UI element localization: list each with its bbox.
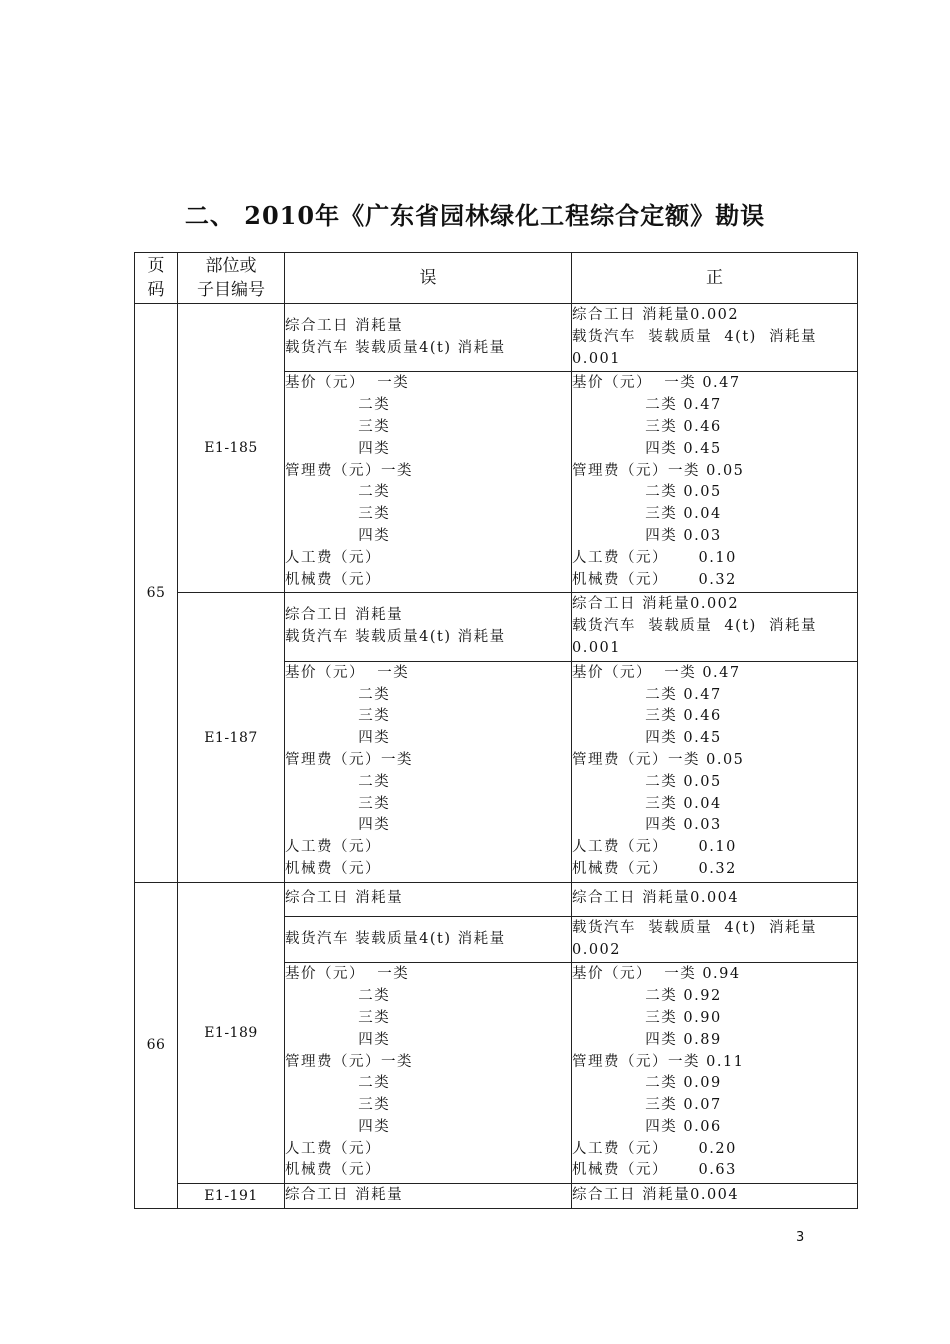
table-row: [135, 1184, 858, 1209]
correct-cell: 载货汽车 装载质量 4(t) 消耗量 0.002: [572, 916, 858, 963]
wrong-cell: 综合工日 消耗量 载货汽车 装载质量4(t) 消耗量: [285, 593, 572, 661]
table-row: [135, 304, 858, 372]
table-body: [135, 304, 858, 1209]
header-wrong: 误: [285, 253, 572, 304]
wrong-cell: 基价（元） 一类 二类 三类 四类 管理费（元）一类 二类 三类 四类 人工费（元） 机械费（元）: [285, 963, 572, 1184]
page-cell: 66: [135, 882, 178, 1208]
correct-cell: 综合工日 消耗量0.002 载货汽车 装载质量 4(t) 消耗量 0.001: [572, 593, 858, 661]
item-code-cell: E1-185: [178, 304, 285, 593]
wrong-cell: 基价（元） 一类 二类 三类 四类 管理费（元）一类 二类 三类 四类 人工费（元） 机械费（元）: [285, 372, 572, 593]
page-cell: 65: [135, 304, 178, 883]
table-row: [135, 593, 858, 661]
table-header-row: [135, 253, 858, 304]
correct-cell: 基价（元） 一类 0.94 二类 0.92 三类 0.90 四类 0.89 管理费（元）一类 0.11 二类 0.09 三类 0.07 四类 0.06 人工费（元） 0.20 机械费（元） 0.63: [572, 963, 858, 1184]
item-code-cell: E1-191: [178, 1184, 285, 1209]
wrong-cell: 载货汽车 装载质量4(t) 消耗量: [285, 916, 572, 963]
correct-cell: 综合工日 消耗量0.004: [572, 882, 858, 916]
page-title: 二、 2010年《广东省园林绿化工程综合定额》勘误: [184, 201, 766, 230]
correct-cell: 综合工日 消耗量0.002 载货汽车 装载质量 4(t) 消耗量 0.001: [572, 304, 858, 372]
table-row: [135, 882, 858, 916]
item-code-cell: E1-187: [178, 593, 285, 882]
wrong-cell: 综合工日 消耗量: [285, 882, 572, 916]
correct-cell: 基价（元） 一类 0.47 二类 0.47 三类 0.46 四类 0.45 管理费（元）一类 0.05 二类 0.05 三类 0.04 四类 0.03 人工费（元） 0.10 机械费（元） 0.32: [572, 661, 858, 882]
correct-cell: 综合工日 消耗量0.004: [572, 1184, 858, 1209]
header-page: 页 码: [135, 253, 178, 304]
header-right: 正: [572, 253, 858, 304]
page-number: 3: [796, 1230, 805, 1245]
errata-table: [134, 252, 858, 1209]
correct-cell: 基价（元） 一类 0.47 二类 0.47 三类 0.46 四类 0.45 管理费（元）一类 0.05 二类 0.05 三类 0.04 四类 0.03 人工费（元） 0.10 机械费（元） 0.32: [572, 372, 858, 593]
header-code: 部位或 子目编号: [178, 253, 285, 304]
wrong-cell: 基价（元） 一类 二类 三类 四类 管理费（元）一类 二类 三类 四类 人工费（元） 机械费（元）: [285, 661, 572, 882]
wrong-cell: 综合工日 消耗量: [285, 1184, 572, 1209]
wrong-cell: 综合工日 消耗量 载货汽车 装载质量4(t) 消耗量: [285, 304, 572, 372]
item-code-cell: E1-189: [178, 882, 285, 1184]
